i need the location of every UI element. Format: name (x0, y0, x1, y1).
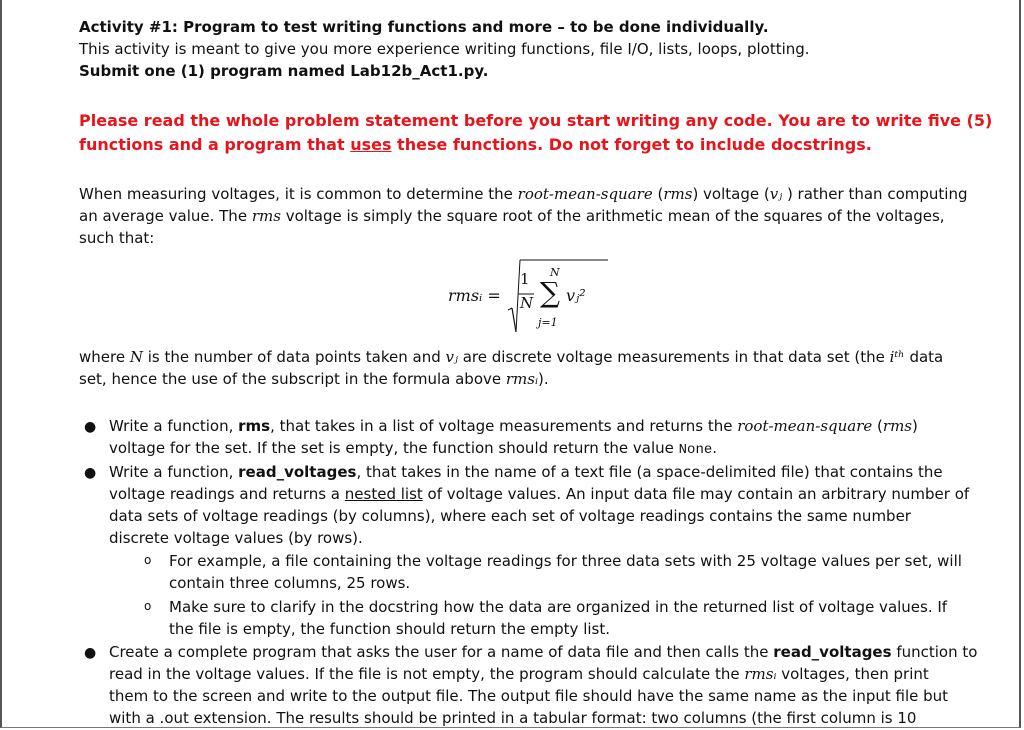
sub-bullet-1-line-2: contain three columns, 25 rows. (169, 574, 411, 592)
bullet-2-line-1: Write a function, read_voltages, that takes in the name of a text file (a space-delimited file) that contains the (109, 463, 943, 481)
submit-instruction: Submit one (1) program named Lab12b_Act1.py. (79, 62, 489, 80)
bullet-3-line-4: with a .out extension. The results should be printed in a tabular format: two columns (the first column is 10 (109, 709, 917, 727)
sub-bullet-1-line-1: For example, a file containing the voltage readings for three data sets with 25 voltage values per set, will (169, 552, 962, 570)
bullet-3-line-2: read in the voltage values. If the file is not empty, the program should calculate the rmsᵢ voltages, then print (109, 665, 929, 683)
rms-formula: rmsᵢ = N 1 N ∑ j=1 vⱼ² (442, 258, 612, 338)
bullet-1-marker: ● (84, 419, 97, 435)
warning-line-2: functions and a program that uses these functions. Do not forget to include docstrings. (79, 135, 872, 154)
sub-bullet-1-marker: o (144, 553, 152, 567)
bullet-3-line-1: Create a complete program that asks the user for a name of data file and then calls the read_voltages function to (109, 643, 978, 661)
activity-title: Activity #1: Program to test writing functions and more – to be done individually. (79, 18, 769, 36)
where-line-1: where N is the number of data points taken and vⱼ are discrete voltage measurements in that data set (the iᵗʰ data (79, 348, 944, 366)
bullet-1-line-2: voltage for the set. If the set is empty, the function should return the value None. (109, 439, 718, 458)
bullet-1-line-1: Write a function, rms, that takes in a list of voltage measurements and returns the root-mean-square (rms) (109, 417, 918, 435)
sub-bullet-2-line-1: Make sure to clarify in the docstring how the data are organized in the returned list of voltage values. If (169, 598, 948, 616)
bullet-3-marker: ● (84, 645, 97, 661)
bullet-2-line-4: discrete voltage values (by rows). (109, 529, 363, 547)
intro-line-3: such that: (79, 229, 155, 247)
radical-sign (442, 258, 612, 338)
bullet-2-line-2: voltage readings and returns a nested list of voltage values. An input data file may contain an arbitrary number of (109, 485, 970, 503)
bullet-2-line-3: data sets of voltage readings (by columns), where each set of voltage readings contains the same number (109, 507, 911, 525)
sub-bullet-2-line-2: the file is empty, the function should return the empty list. (169, 620, 610, 638)
bullet-3-line-3: them to the screen and write to the output file. The output file should have the same name as the input file but (109, 687, 949, 705)
intro-line-1: When measuring voltages, it is common to determine the root-mean-square (rms) voltage (vⱼ ) rather than computing (79, 185, 968, 203)
intro-line-2: an average value. The rms voltage is simply the square root of the arithmetic mean of the squares of the voltages, (79, 207, 945, 225)
bullet-2-marker: ● (84, 465, 97, 481)
activity-description: This activity is meant to give you more experience writing functions, file I/O, lists, loops, plotting. (79, 40, 810, 58)
where-line-2: set, hence the use of the subscript in the formula above rmsᵢ). (79, 370, 549, 388)
sub-bullet-2-marker: o (144, 599, 152, 613)
warning-line-1: Please read the whole problem statement before you start writing any code. You are to write five (5) (79, 111, 993, 130)
